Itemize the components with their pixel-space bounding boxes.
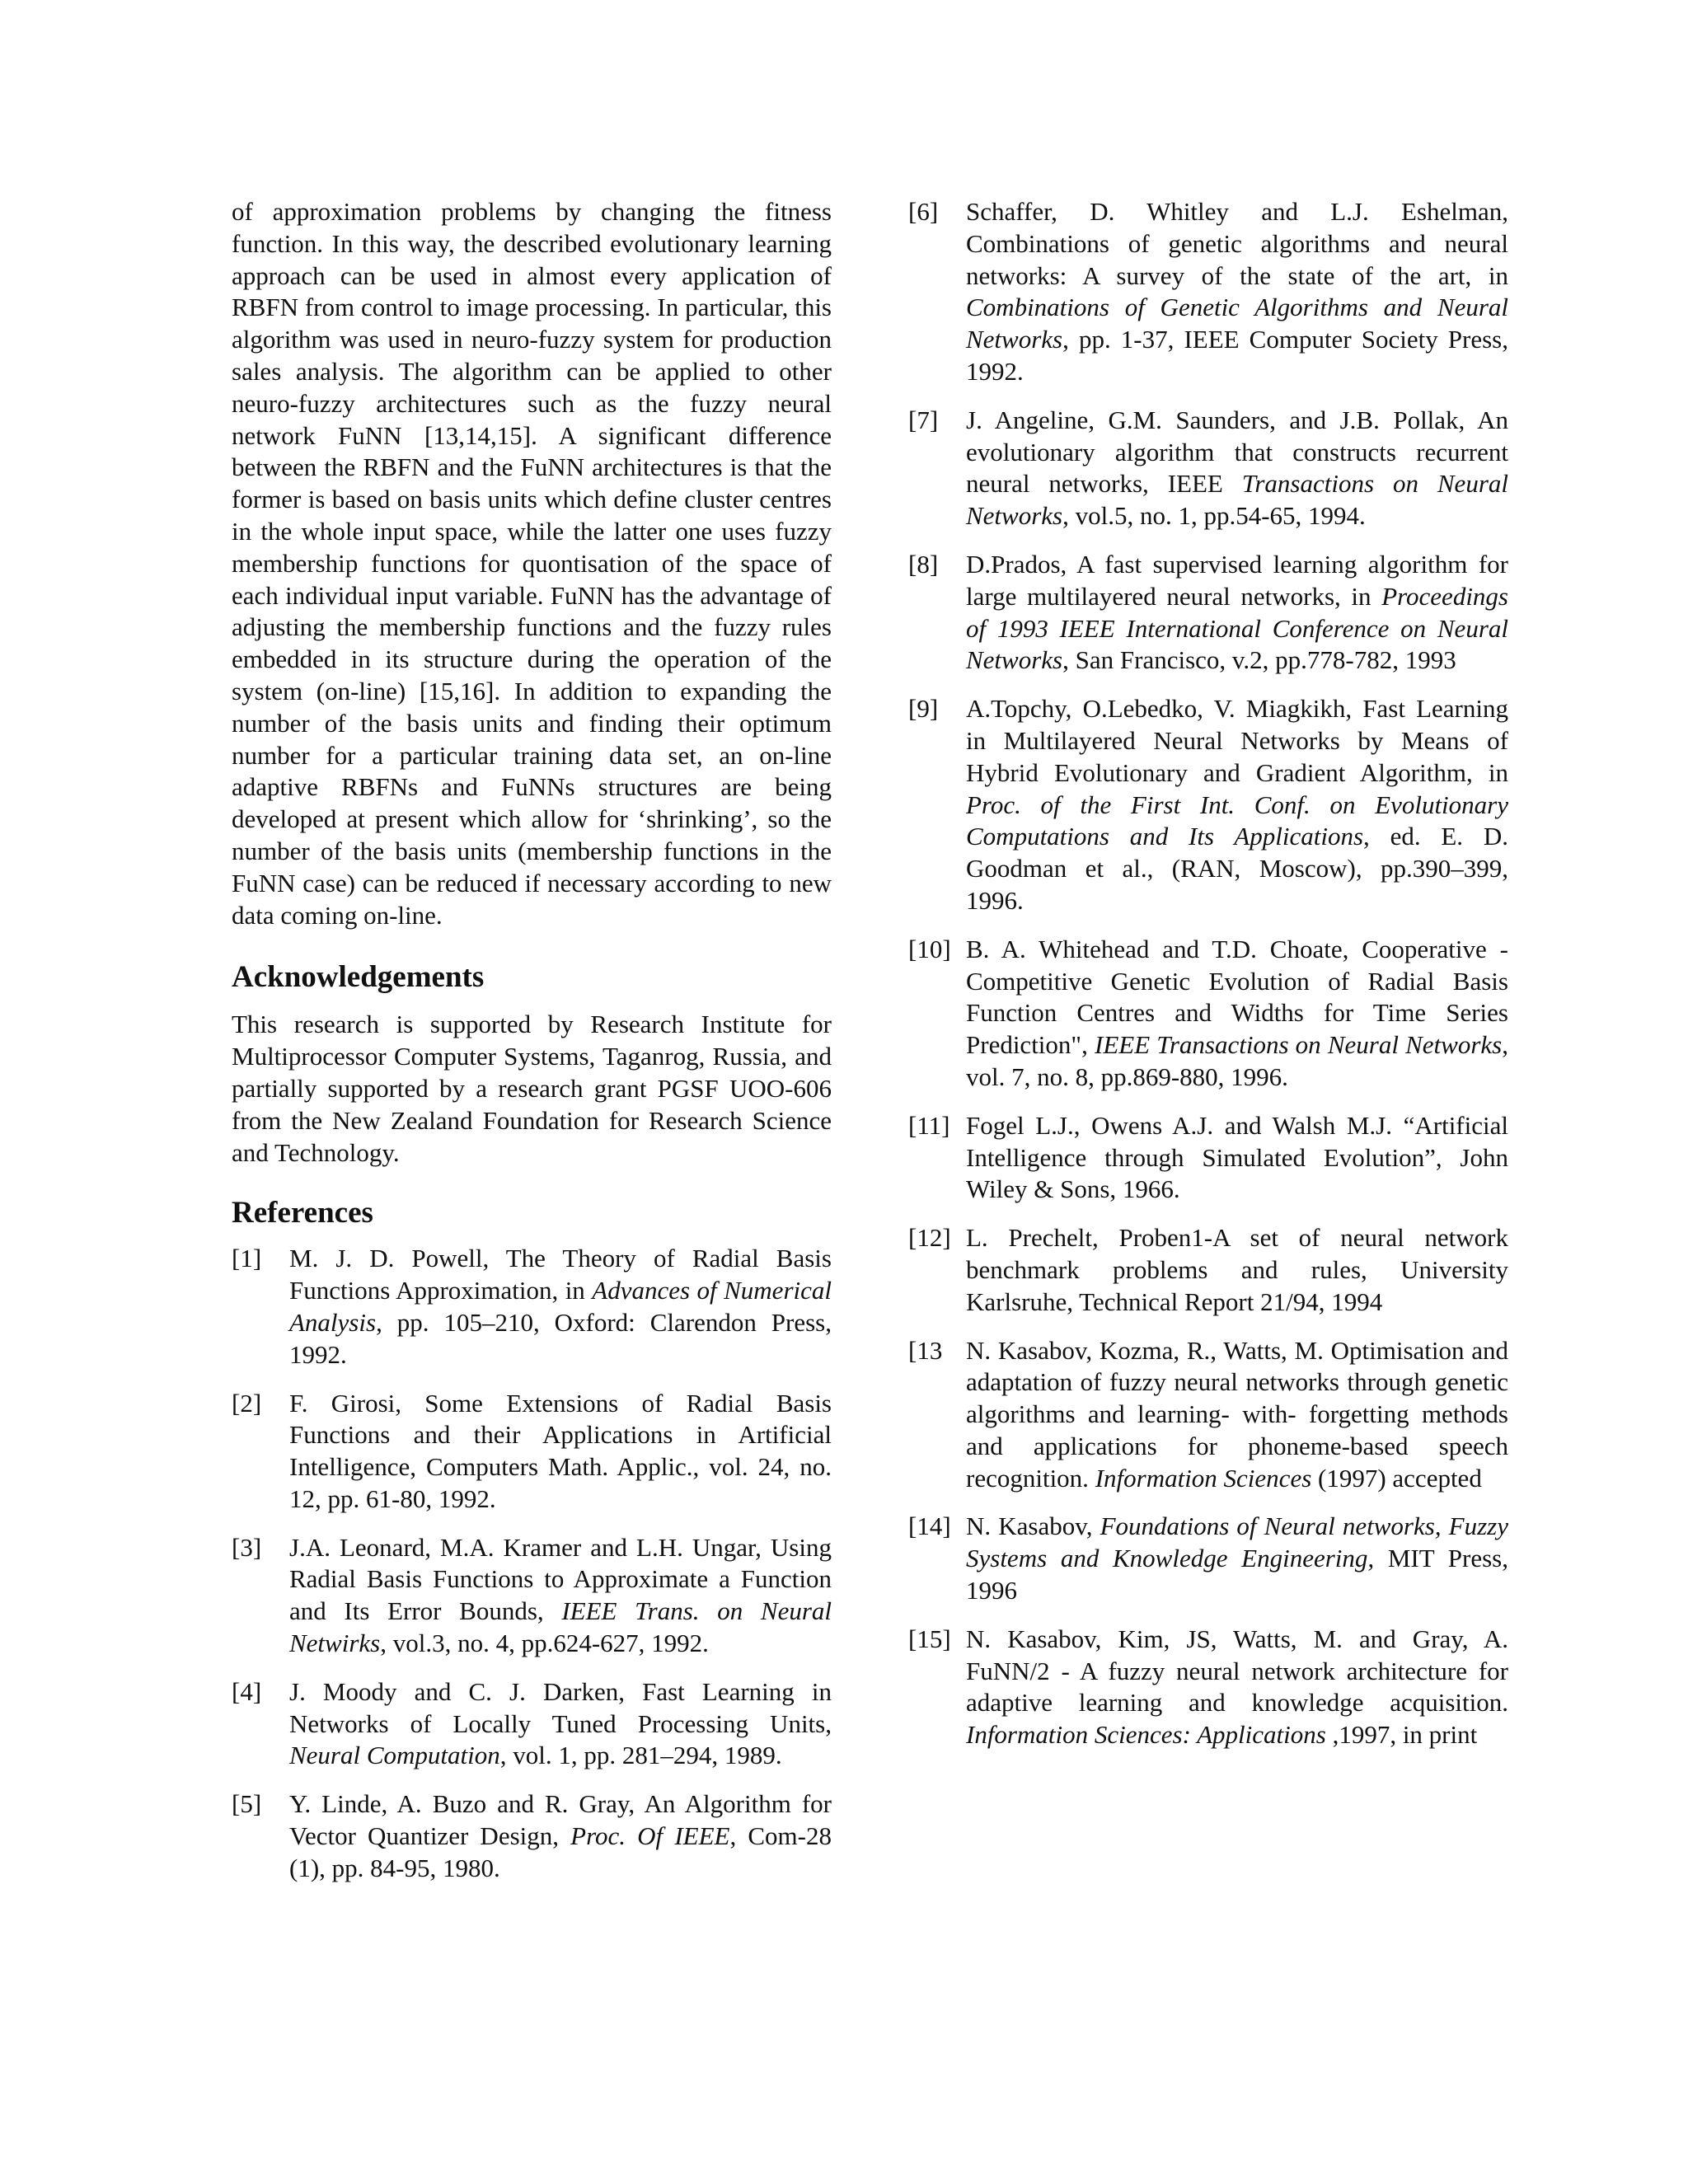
reference-italic: Information Sciences — [1095, 1463, 1312, 1493]
reference-italic: Proc. Of IEEE — [570, 1821, 730, 1851]
reference-tail: MIT Press, 1996 — [966, 1544, 1508, 1605]
reference-italic: IEEE Trans. on Neural Netwirks — [289, 1596, 832, 1658]
reference-number: [11] — [908, 1110, 950, 1140]
reference-number: [9] — [908, 694, 939, 724]
reference-text: A.Topchy, O.Lebedko, V. Miagkikh, Fast Learning in Multilayered Neural Networks by Means of Hybrid Evolutionary and Gradient Algorithm, in — [966, 694, 1508, 787]
reference-text: J. Angeline, G.M. Saunders, and J.B. Pollak, An evolutionary algorithm that constructs recurrent neural networks, IEEE — [966, 405, 1508, 499]
right-column — [908, 196, 1508, 1751]
reference-number: [13 — [908, 1335, 943, 1365]
reference-list-right — [908, 196, 1508, 1751]
reference-13 — [908, 1335, 1508, 1495]
reference-text: Schaffer, D. Whitley and L.J. Eshelman, Combinations of genetic algorithms and neural networks: A survey of the state of the art, in — [966, 197, 1508, 290]
reference-1 — [232, 1243, 832, 1371]
reference-tail: , vol.5, no. 1, pp.54-65, 1994. — [1062, 501, 1366, 531]
reference-text: J. Moody and C. J. Darken, Fast Learning in Networks of Locally Tuned Processing Units, — [289, 1676, 832, 1738]
left-column — [232, 196, 832, 1885]
reference-text: N. Kasabov, — [966, 1511, 1100, 1541]
reference-text: Fogel L.J., Owens A.J. and Walsh M.J. “Artificial Intelligence through Simulated Evolution”, John Wiley & Sons, 1966. — [966, 1110, 1508, 1204]
acknowledgements-heading: Acknowledgements — [232, 960, 485, 995]
reference-italic: Foundations of Neural networks, Fuzzy Systems and Knowledge Engineering, — [966, 1511, 1508, 1573]
reference-tail: , pp. 1-37, IEEE Computer Society Press, 1992. — [966, 325, 1508, 386]
reference-7 — [908, 405, 1508, 532]
reference-number: [12] — [908, 1223, 951, 1253]
reference-text: N. Kasabov, Kozma, R., Watts, M. Optimisation and adaptation of fuzzy neural networks through genetic algorithms and learning- with- forgetting methods and applications for phoneme-based speech recognition. — [966, 1335, 1508, 1493]
reference-4 — [232, 1676, 832, 1772]
reference-2 — [232, 1388, 832, 1516]
reference-tail: ,1997, in print — [1325, 1720, 1478, 1750]
reference-tail: , vol.3, no. 4, pp.624-627, 1992. — [380, 1629, 709, 1658]
acknowledgements-text: This research is supported by Research Institute for Multiprocessor Computer Systems, Taganrog, Russia, and partially supported by a research grant PGSF UOO-606 from the New Zealand Foundation for Research Science and Technology. — [232, 1010, 832, 1167]
reference-italic: Neural Computation — [289, 1741, 500, 1770]
reference-list-left — [232, 1243, 832, 1884]
reference-tail: , vol. 7, no. 8, pp.869-880, 1996. — [966, 1030, 1508, 1091]
reference-12 — [908, 1222, 1508, 1318]
reference-number: [8] — [908, 549, 939, 579]
reference-number: [7] — [908, 405, 939, 434]
reference-text: L. Prechelt, Proben1-A set of neural network benchmark problems and rules, University Karlsruhe, Technical Report 21/94, 1994 — [966, 1223, 1508, 1316]
reference-5 — [232, 1788, 832, 1884]
reference-text: Y. Linde, A. Buzo and R. Gray, An Algorithm for Vector Quantizer Design, — [289, 1789, 832, 1851]
references-heading: References — [232, 1196, 373, 1230]
intro-paragraph: of approximation problems by changing the fitness function. In this way, the described evolutionary learning approach can be used in almost every application of RBFN from control to image processing. In particular, this algorithm was used in neuro-fuzzy system for production sales analysis. The algorithm can be applied to other neuro-fuzzy architectures such as the fuzzy neural network FuNN [13,14,15]. A significant difference between the RBFN and the FuNN architectures is that the former is based on basis units which define cluster centres in the whole input space, while the latter one uses fuzzy membership functions for quontisation of the space of each individual input variable. FuNN has the advantage of adjusting the membership functions and the fuzzy rules embedded in its structure during the operation of the system (on-line) [15,16]. In addition to expanding the number of the basis units and finding their optimum number for a particular training data set, an on-line adaptive RBFNs and FuNNs structures are being developed at present which allow for ‘shrinking’, so the number of the basis units (membership functions in the FuNN case) can be reduced if necessary according to new data coming on-line. — [232, 197, 832, 930]
reference-tail: , Com-28 (1), pp. 84-95, 1980. — [289, 1821, 832, 1882]
reference-tail: , pp. 105–210, Oxford: Clarendon Press, 1992. — [289, 1307, 832, 1369]
reference-number: [2] — [232, 1388, 262, 1418]
reference-number: [3] — [232, 1532, 262, 1562]
reference-text: J.A. Leonard, M.A. Kramer and L.H. Ungar, Using Radial Basis Functions to Approximate a Function and Its Error Bounds, — [289, 1532, 832, 1626]
reference-italic: Combinations of Genetic Algorithms and Neural Networks — [966, 293, 1508, 354]
reference-italic: Proceedings of 1993 IEEE International Conference on Neural Networks — [966, 581, 1508, 675]
reference-tail: (1997) accepted — [1311, 1463, 1482, 1493]
reference-text: B. A. Whitehead and T.D. Choate, Cooperative - Competitive Genetic Evolution of Radial Basis Function Centres and Widths for Time Series Prediction", — [966, 934, 1508, 1060]
reference-3 — [232, 1532, 832, 1660]
reference-number: [5] — [232, 1789, 262, 1819]
reference-number: [6] — [908, 197, 939, 226]
reference-text: M. J. D. Powell, The Theory of Radial Basis Functions Approximation, in — [289, 1244, 832, 1305]
reference-number: [14] — [908, 1511, 951, 1541]
reference-number: [10] — [908, 934, 951, 963]
reference-8 — [908, 549, 1508, 677]
reference-number: [1] — [232, 1244, 262, 1273]
reference-tail: , San Francisco, v.2, pp.778-782, 1993 — [1062, 645, 1456, 675]
reference-15 — [908, 1624, 1508, 1751]
reference-text: N. Kasabov, Kim, JS, Watts, M. and Gray, A. FuNN/2 - A fuzzy neural network architecture for adaptive learning and knowledge acquisition. — [966, 1624, 1508, 1718]
reference-9 — [908, 693, 1508, 917]
reference-number: [4] — [232, 1676, 262, 1706]
reference-text: D.Prados, A fast supervised learning algorithm for large multilayered neural networks, in — [966, 549, 1508, 611]
reference-14 — [908, 1511, 1508, 1606]
reference-italic: Advances of Numerical Analysis — [289, 1276, 832, 1337]
reference-number: [15] — [908, 1624, 951, 1653]
reference-tail: , ed. E. D. Goodman et al., (RAN, Moscow), pp.390–399, 1996. — [966, 822, 1508, 915]
reference-italic: IEEE Transactions on Neural Networks — [1095, 1030, 1503, 1060]
reference-tail: , vol. 1, pp. 281–294, 1989. — [499, 1741, 782, 1770]
reference-6 — [908, 196, 1508, 388]
reference-italic: Transactions on Neural Networks — [966, 469, 1508, 531]
reference-text: F. Girosi, Some Extensions of Radial Basis Functions and their Applications in Artificial Intelligence, Computers Math. Applic., vol. 24, no. 12, pp. 61-80, 1992. — [289, 1388, 832, 1513]
reference-11 — [908, 1110, 1508, 1206]
reference-italic: Proc. of the First Int. Conf. on Evolutionary Computations and Its Applications — [966, 790, 1508, 851]
reference-italic: Information Sciences: Applications — [966, 1720, 1326, 1750]
reference-10 — [908, 934, 1508, 1094]
